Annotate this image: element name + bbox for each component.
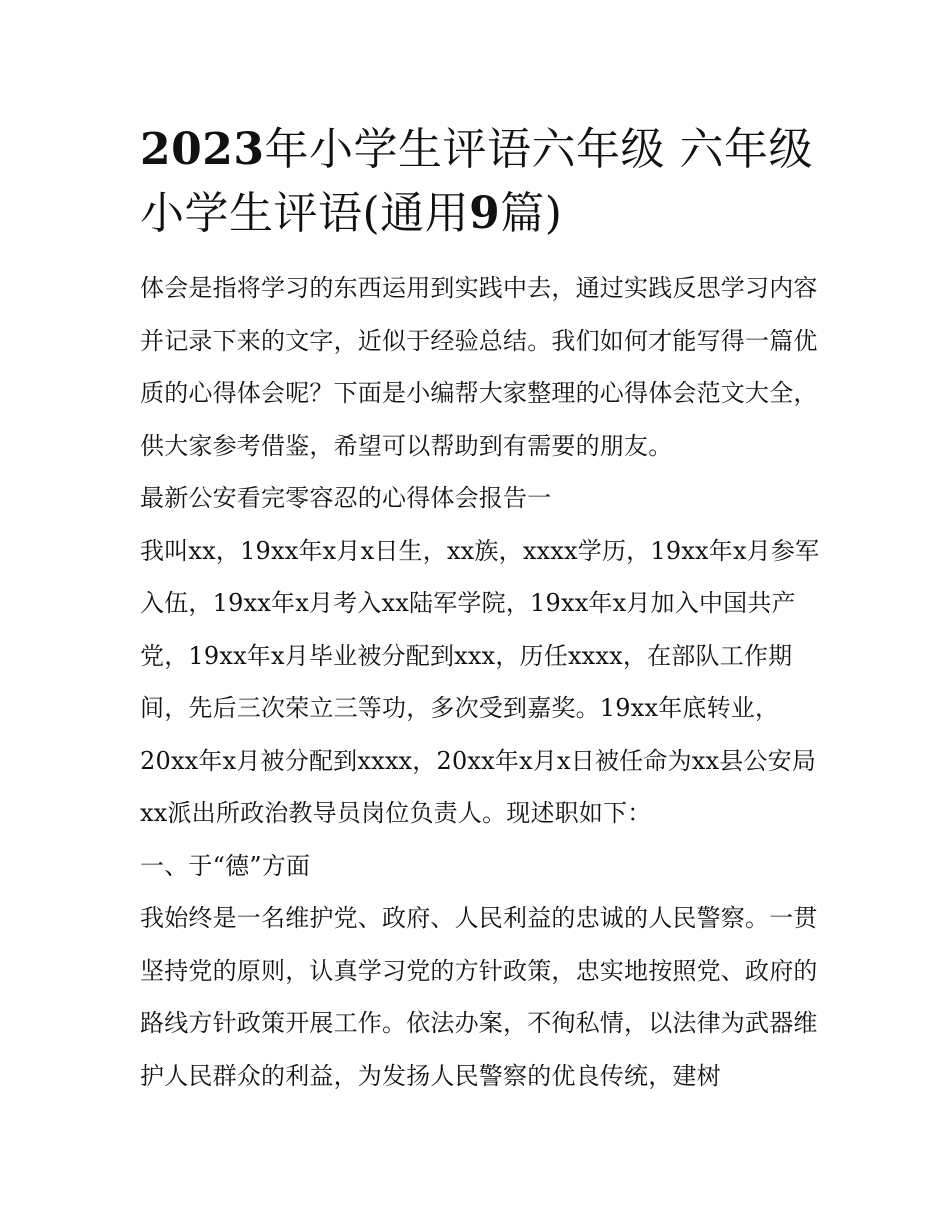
title-text: 年小学生评语六年级 六年级小学生评语(通用 [140, 124, 813, 239]
virtue-paragraph: 我始终是一名维护党、政府、人民利益的忠诚的人民警察。一贯坚持党的原则，认真学习党的方针政策，忠实地按照党、政府的路线方针政策开展工作。依法办案，不徇私情，以法律为武器维护人民群众的利益，为发扬人民警察的优良传统，建树 [140, 904, 818, 1090]
section-heading: 一、于“德”方面 [140, 851, 311, 880]
document-page [140, 118, 820, 1102]
self-introduction-paragraph: 我叫xx，19xx年x月x日生，xx族，xxxx学历，19xx年x月参军入伍，19xx年x月考入xx陆军学院，19xx年x月加入中国共产党，19xx年x月毕业被分配到xxx，历任xxxx，在部队工作期间，先后三次荣立三等功，多次受到嘉奖。19xx年底转业，20xx年x月被分配到xxxx，20xx年x月x日被任命为xx县公安局xx派出所政治教导员岗位负责人。现述职如下： [140, 536, 820, 827]
report-heading: 最新公安看完零容忍的心得体会报告一 [140, 484, 552, 512]
title-year: 2023 [140, 124, 265, 175]
title-suffix: 篇) [500, 188, 563, 239]
intro-paragraph: 体会是指将学习的东西运用到实践中去，通过实践反思学习内容并记录下来的文字，近似于经验总结。我们如何才能写得一篇优质的心得体会呢？下面是小编帮大家整理的心得体会范文大全，供大家参考借鉴，希望可以帮助到有需要的朋友。 [140, 274, 818, 460]
document-title [140, 118, 820, 246]
document-body [140, 262, 820, 1102]
title-count: 9 [469, 188, 501, 239]
